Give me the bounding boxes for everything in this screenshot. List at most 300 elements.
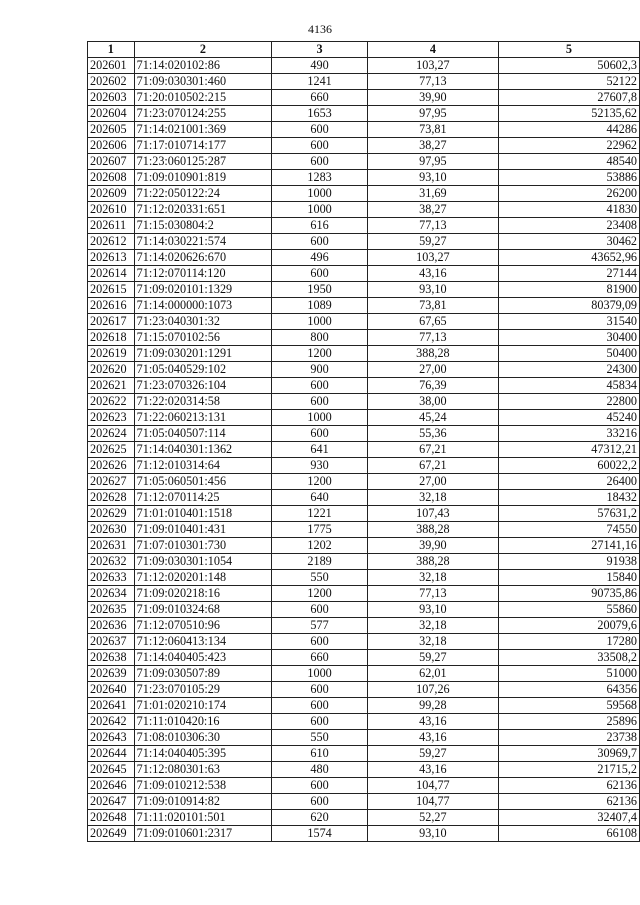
table-row — [88, 314, 640, 330]
table-cell-col4: 93,10 — [367, 282, 498, 298]
table-cell-col3: 600 — [272, 426, 368, 442]
table-cell-col2: 71:09:010212:538 — [134, 778, 272, 794]
table-cell-col4: 27,00 — [367, 362, 498, 378]
table-cell-col5: 47312,21 — [498, 442, 639, 458]
table-cell-col5: 17280 — [498, 634, 639, 650]
table-cell-col2: 71:14:000000:1073 — [134, 298, 272, 314]
table-cell-col1: 202612 — [88, 234, 135, 250]
table-cell-col4: 103,27 — [367, 58, 498, 74]
table-row — [88, 378, 640, 394]
table-cell-col2: 71:22:020314:58 — [134, 394, 272, 410]
table-cell-col1: 202647 — [88, 794, 135, 810]
table-row — [88, 666, 640, 682]
data-table — [87, 41, 640, 842]
table-row — [88, 538, 640, 554]
table-cell-col4: 38,00 — [367, 394, 498, 410]
table-cell-col2: 71:05:040507:114 — [134, 426, 272, 442]
table-cell-col3: 600 — [272, 122, 368, 138]
table-cell-col5: 52135,62 — [498, 106, 639, 122]
table-cell-col2: 71:12:010314:64 — [134, 458, 272, 474]
table-cell-col5: 48540 — [498, 154, 639, 170]
table-cell-col4: 73,81 — [367, 298, 498, 314]
table-cell-col4: 388,28 — [367, 554, 498, 570]
table-row — [88, 714, 640, 730]
table-cell-col5: 32407,4 — [498, 810, 639, 826]
table-cell-col2: 71:09:030301:460 — [134, 74, 272, 90]
table-cell-col1: 202605 — [88, 122, 135, 138]
table-cell-col3: 660 — [272, 650, 368, 666]
table-row — [88, 58, 640, 74]
table-cell-col4: 55,36 — [367, 426, 498, 442]
table-cell-col1: 202615 — [88, 282, 135, 298]
table-cell-col3: 600 — [272, 602, 368, 618]
table-cell-col3: 2189 — [272, 554, 368, 570]
table-cell-col2: 71:09:010901:819 — [134, 170, 272, 186]
table-cell-col3: 600 — [272, 234, 368, 250]
table-cell-col2: 71:09:030301:1054 — [134, 554, 272, 570]
table-cell-col3: 660 — [272, 90, 368, 106]
table-cell-col1: 202644 — [88, 746, 135, 762]
table-row — [88, 522, 640, 538]
table-cell-col2: 71:14:040301:1362 — [134, 442, 272, 458]
header-row — [88, 42, 640, 58]
table-row — [88, 554, 640, 570]
table-cell-col3: 610 — [272, 746, 368, 762]
table-cell-col2: 71:22:050122:24 — [134, 186, 272, 202]
table-row — [88, 154, 640, 170]
table-row — [88, 74, 640, 90]
table-cell-col1: 202630 — [88, 522, 135, 538]
table-cell-col5: 81900 — [498, 282, 639, 298]
table-cell-col3: 1200 — [272, 346, 368, 362]
table-row — [88, 762, 640, 778]
table-cell-col5: 50400 — [498, 346, 639, 362]
table-row — [88, 250, 640, 266]
table-cell-col1: 202603 — [88, 90, 135, 106]
table-cell-col4: 99,28 — [367, 698, 498, 714]
table-cell-col3: 1950 — [272, 282, 368, 298]
table-cell-col2: 71:05:040529:102 — [134, 362, 272, 378]
table-cell-col4: 77,13 — [367, 330, 498, 346]
table-row — [88, 490, 640, 506]
table-row — [88, 634, 640, 650]
table-cell-col4: 67,21 — [367, 442, 498, 458]
table-row — [88, 202, 640, 218]
table-cell-col5: 30400 — [498, 330, 639, 346]
table-cell-col3: 600 — [272, 794, 368, 810]
table-cell-col3: 1574 — [272, 826, 368, 842]
table-cell-col4: 32,18 — [367, 490, 498, 506]
table-cell-col1: 202613 — [88, 250, 135, 266]
table-cell-col4: 43,16 — [367, 266, 498, 282]
table-row — [88, 106, 640, 122]
table-cell-col3: 1775 — [272, 522, 368, 538]
table-cell-col3: 490 — [272, 58, 368, 74]
table-cell-col2: 71:07:010301:730 — [134, 538, 272, 554]
table-cell-col3: 1241 — [272, 74, 368, 90]
table-cell-col1: 202627 — [88, 474, 135, 490]
table-cell-col4: 388,28 — [367, 522, 498, 538]
table-cell-col2: 71:09:020218:16 — [134, 586, 272, 602]
table-cell-col2: 71:12:070510:96 — [134, 618, 272, 634]
table-cell-col2: 71:14:040405:423 — [134, 650, 272, 666]
table-cell-col1: 202626 — [88, 458, 135, 474]
table-cell-col1: 202631 — [88, 538, 135, 554]
table-row — [88, 698, 640, 714]
table-row — [88, 234, 640, 250]
table-cell-col1: 202611 — [88, 218, 135, 234]
table-cell-col1: 202649 — [88, 826, 135, 842]
table-cell-col5: 22962 — [498, 138, 639, 154]
table-cell-col3: 480 — [272, 762, 368, 778]
table-cell-col2: 71:12:020331:651 — [134, 202, 272, 218]
table-cell-col4: 59,27 — [367, 650, 498, 666]
table-cell-col1: 202637 — [88, 634, 135, 650]
table-row — [88, 826, 640, 842]
table-row — [88, 394, 640, 410]
table-cell-col1: 202634 — [88, 586, 135, 602]
table-cell-col3: 1000 — [272, 666, 368, 682]
table-cell-col5: 27607,8 — [498, 90, 639, 106]
table-cell-col5: 25896 — [498, 714, 639, 730]
table-cell-col3: 600 — [272, 266, 368, 282]
table-row — [88, 330, 640, 346]
table-cell-col5: 52122 — [498, 74, 639, 90]
table-cell-col3: 640 — [272, 490, 368, 506]
table-cell-col5: 59568 — [498, 698, 639, 714]
table-cell-col4: 107,43 — [367, 506, 498, 522]
table-cell-col2: 71:14:040405:395 — [134, 746, 272, 762]
table-cell-col4: 388,28 — [367, 346, 498, 362]
table-cell-col5: 23408 — [498, 218, 639, 234]
table-cell-col4: 97,95 — [367, 106, 498, 122]
table-cell-col3: 641 — [272, 442, 368, 458]
table-cell-col1: 202621 — [88, 378, 135, 394]
table-row — [88, 778, 640, 794]
table-cell-col5: 27141,16 — [498, 538, 639, 554]
table-cell-col2: 71:23:060125:287 — [134, 154, 272, 170]
table-row — [88, 90, 640, 106]
table-cell-col1: 202601 — [88, 58, 135, 74]
table-cell-col5: 27144 — [498, 266, 639, 282]
table-cell-col5: 90735,86 — [498, 586, 639, 602]
table-cell-col4: 59,27 — [367, 234, 498, 250]
table-row — [88, 138, 640, 154]
table-cell-col3: 1200 — [272, 474, 368, 490]
table-cell-col3: 600 — [272, 138, 368, 154]
table-cell-col5: 33216 — [498, 426, 639, 442]
table-cell-col4: 77,13 — [367, 586, 498, 602]
table-cell-col1: 202641 — [88, 698, 135, 714]
table-cell-col4: 67,65 — [367, 314, 498, 330]
table-cell-col2: 71:14:020102:86 — [134, 58, 272, 74]
table-cell-col5: 44286 — [498, 122, 639, 138]
table-row — [88, 730, 640, 746]
table-cell-col4: 32,18 — [367, 570, 498, 586]
table-cell-col4: 103,27 — [367, 250, 498, 266]
table-row — [88, 218, 640, 234]
table-row — [88, 282, 640, 298]
table-cell-col3: 930 — [272, 458, 368, 474]
table-cell-col2: 71:09:010914:82 — [134, 794, 272, 810]
table-cell-col2: 71:15:030804:2 — [134, 218, 272, 234]
table-cell-col4: 38,27 — [367, 138, 498, 154]
table-cell-col2: 71:22:060213:131 — [134, 410, 272, 426]
table-cell-col4: 39,90 — [367, 90, 498, 106]
table-cell-col3: 1200 — [272, 586, 368, 602]
table-cell-col4: 32,18 — [367, 634, 498, 650]
table-cell-col1: 202610 — [88, 202, 135, 218]
table-cell-col2: 71:09:030201:1291 — [134, 346, 272, 362]
table-cell-col5: 64356 — [498, 682, 639, 698]
table-cell-col1: 202616 — [88, 298, 135, 314]
table-cell-col2: 71:01:020210:174 — [134, 698, 272, 714]
table-cell-col1: 202640 — [88, 682, 135, 698]
table-cell-col5: 43652,96 — [498, 250, 639, 266]
table-row — [88, 746, 640, 762]
table-cell-col3: 600 — [272, 682, 368, 698]
table-cell-col4: 31,69 — [367, 186, 498, 202]
column-header-3: 3 — [272, 42, 368, 58]
table-cell-col1: 202629 — [88, 506, 135, 522]
table-cell-col5: 26200 — [498, 186, 639, 202]
table-cell-col1: 202635 — [88, 602, 135, 618]
table-cell-col3: 1221 — [272, 506, 368, 522]
table-cell-col2: 71:20:010502:215 — [134, 90, 272, 106]
table-cell-col1: 202625 — [88, 442, 135, 458]
table-row — [88, 266, 640, 282]
table-cell-col3: 600 — [272, 154, 368, 170]
column-header-1: 1 — [88, 42, 135, 58]
table-cell-col2: 71:01:010401:1518 — [134, 506, 272, 522]
table-cell-col4: 67,21 — [367, 458, 498, 474]
table-cell-col5: 31540 — [498, 314, 639, 330]
table-cell-col4: 93,10 — [367, 170, 498, 186]
table-cell-col5: 21715,2 — [498, 762, 639, 778]
table-row — [88, 298, 640, 314]
table-cell-col5: 24300 — [498, 362, 639, 378]
table-cell-col2: 71:11:010420:16 — [134, 714, 272, 730]
table-row — [88, 186, 640, 202]
table-cell-col4: 93,10 — [367, 826, 498, 842]
table-cell-col3: 550 — [272, 570, 368, 586]
table-cell-col5: 41830 — [498, 202, 639, 218]
table-cell-col4: 39,90 — [367, 538, 498, 554]
table-cell-col3: 900 — [272, 362, 368, 378]
table-cell-col1: 202604 — [88, 106, 135, 122]
table-cell-col2: 71:23:070124:255 — [134, 106, 272, 122]
table-cell-col3: 600 — [272, 634, 368, 650]
table-cell-col5: 50602,3 — [498, 58, 639, 74]
table-cell-col3: 800 — [272, 330, 368, 346]
table-cell-col4: 43,16 — [367, 714, 498, 730]
table-cell-col2: 71:23:070326:104 — [134, 378, 272, 394]
table-cell-col1: 202639 — [88, 666, 135, 682]
table-cell-col5: 57631,2 — [498, 506, 639, 522]
table-cell-col5: 80379,09 — [498, 298, 639, 314]
table-cell-col2: 71:12:070114:25 — [134, 490, 272, 506]
table-cell-col5: 55860 — [498, 602, 639, 618]
table-cell-col5: 15840 — [498, 570, 639, 586]
table-cell-col1: 202614 — [88, 266, 135, 282]
table-row — [88, 362, 640, 378]
table-row — [88, 602, 640, 618]
table-cell-col5: 91938 — [498, 554, 639, 570]
table-cell-col2: 71:14:020626:670 — [134, 250, 272, 266]
table-cell-col5: 18432 — [498, 490, 639, 506]
table-cell-col4: 107,26 — [367, 682, 498, 698]
table-cell-col3: 1000 — [272, 314, 368, 330]
table-row — [88, 650, 640, 666]
table-body — [88, 58, 640, 842]
table-cell-col2: 71:14:030221:574 — [134, 234, 272, 250]
table-cell-col4: 97,95 — [367, 154, 498, 170]
table-cell-col2: 71:09:030507:89 — [134, 666, 272, 682]
table-cell-col4: 43,16 — [367, 762, 498, 778]
table-cell-col2: 71:09:010401:431 — [134, 522, 272, 538]
page-number: 4136 — [308, 22, 332, 36]
table-cell-col1: 202642 — [88, 714, 135, 730]
table-cell-col3: 1283 — [272, 170, 368, 186]
table-row — [88, 426, 640, 442]
table-cell-col4: 77,13 — [367, 74, 498, 90]
table-row — [88, 810, 640, 826]
table-cell-col3: 550 — [272, 730, 368, 746]
table-cell-col5: 51000 — [498, 666, 639, 682]
table-cell-col5: 62136 — [498, 778, 639, 794]
table-cell-col2: 71:05:060501:456 — [134, 474, 272, 490]
table-cell-col2: 71:12:080301:63 — [134, 762, 272, 778]
column-header-4: 4 — [367, 42, 498, 58]
table-cell-col4: 104,77 — [367, 778, 498, 794]
table-cell-col1: 202607 — [88, 154, 135, 170]
table-row — [88, 346, 640, 362]
table-cell-col5: 45834 — [498, 378, 639, 394]
table-cell-col5: 62136 — [498, 794, 639, 810]
table-cell-col5: 30462 — [498, 234, 639, 250]
table-cell-col4: 76,39 — [367, 378, 498, 394]
table-cell-col3: 1000 — [272, 186, 368, 202]
table-cell-col4: 104,77 — [367, 794, 498, 810]
table-row — [88, 794, 640, 810]
table-cell-col3: 600 — [272, 778, 368, 794]
table-cell-col5: 33508,2 — [498, 650, 639, 666]
table-cell-col4: 62,01 — [367, 666, 498, 682]
table-cell-col1: 202628 — [88, 490, 135, 506]
table-cell-col1: 202643 — [88, 730, 135, 746]
table-cell-col2: 71:17:010714:177 — [134, 138, 272, 154]
table-cell-col4: 77,13 — [367, 218, 498, 234]
table-cell-col1: 202619 — [88, 346, 135, 362]
table-cell-col3: 1000 — [272, 410, 368, 426]
table-cell-col2: 71:23:070105:29 — [134, 682, 272, 698]
table-cell-col4: 32,18 — [367, 618, 498, 634]
table-cell-col1: 202606 — [88, 138, 135, 154]
table-cell-col1: 202620 — [88, 362, 135, 378]
table-row — [88, 586, 640, 602]
table-cell-col1: 202608 — [88, 170, 135, 186]
table-cell-col5: 20079,6 — [498, 618, 639, 634]
table-cell-col3: 616 — [272, 218, 368, 234]
table-cell-col1: 202645 — [88, 762, 135, 778]
table-cell-col1: 202623 — [88, 410, 135, 426]
table-cell-col1: 202602 — [88, 74, 135, 90]
table-cell-col2: 71:09:010324:68 — [134, 602, 272, 618]
table-cell-col4: 59,27 — [367, 746, 498, 762]
table-cell-col5: 23738 — [498, 730, 639, 746]
table-row — [88, 506, 640, 522]
table-cell-col2: 71:14:021001:369 — [134, 122, 272, 138]
table-cell-col5: 74550 — [498, 522, 639, 538]
table-cell-col4: 52,27 — [367, 810, 498, 826]
table-cell-col5: 45240 — [498, 410, 639, 426]
table-cell-col3: 1202 — [272, 538, 368, 554]
table-row — [88, 474, 640, 490]
table-cell-col3: 1000 — [272, 202, 368, 218]
table-cell-col1: 202648 — [88, 810, 135, 826]
table-cell-col1: 202632 — [88, 554, 135, 570]
table-cell-col2: 71:12:070114:120 — [134, 266, 272, 282]
table-row — [88, 618, 640, 634]
table-cell-col3: 1653 — [272, 106, 368, 122]
table-cell-col3: 600 — [272, 714, 368, 730]
table-cell-col4: 93,10 — [367, 602, 498, 618]
table-row — [88, 410, 640, 426]
table-cell-col5: 60022,2 — [498, 458, 639, 474]
table-cell-col5: 53886 — [498, 170, 639, 186]
table-cell-col3: 600 — [272, 378, 368, 394]
table-row — [88, 458, 640, 474]
table-cell-col1: 202638 — [88, 650, 135, 666]
table-cell-col2: 71:11:020101:501 — [134, 810, 272, 826]
table-cell-col3: 600 — [272, 698, 368, 714]
table-row — [88, 442, 640, 458]
table-row — [88, 682, 640, 698]
table-row — [88, 170, 640, 186]
table-row — [88, 122, 640, 138]
table-cell-col5: 30969,7 — [498, 746, 639, 762]
column-header-5: 5 — [498, 42, 639, 58]
table-cell-col1: 202609 — [88, 186, 135, 202]
table-cell-col3: 1089 — [272, 298, 368, 314]
table-cell-col1: 202636 — [88, 618, 135, 634]
column-header-2: 2 — [134, 42, 272, 58]
table-cell-col5: 66108 — [498, 826, 639, 842]
table-cell-col2: 71:12:020201:148 — [134, 570, 272, 586]
table-cell-col1: 202622 — [88, 394, 135, 410]
table-cell-col4: 38,27 — [367, 202, 498, 218]
table-cell-col3: 496 — [272, 250, 368, 266]
table-cell-col2: 71:08:010306:30 — [134, 730, 272, 746]
table-cell-col4: 73,81 — [367, 122, 498, 138]
table-row — [88, 570, 640, 586]
table-cell-col1: 202646 — [88, 778, 135, 794]
table-cell-col3: 600 — [272, 394, 368, 410]
table-cell-col1: 202633 — [88, 570, 135, 586]
table-cell-col3: 577 — [272, 618, 368, 634]
table-cell-col2: 71:09:020101:1329 — [134, 282, 272, 298]
table-cell-col4: 45,24 — [367, 410, 498, 426]
table-cell-col2: 71:15:070102:56 — [134, 330, 272, 346]
table-cell-col4: 43,16 — [367, 730, 498, 746]
table-cell-col4: 27,00 — [367, 474, 498, 490]
table-cell-col5: 26400 — [498, 474, 639, 490]
table-cell-col5: 22800 — [498, 394, 639, 410]
table-cell-col1: 202617 — [88, 314, 135, 330]
table-cell-col2: 71:12:060413:134 — [134, 634, 272, 650]
table-cell-col1: 202618 — [88, 330, 135, 346]
table-cell-col2: 71:09:010601:2317 — [134, 826, 272, 842]
